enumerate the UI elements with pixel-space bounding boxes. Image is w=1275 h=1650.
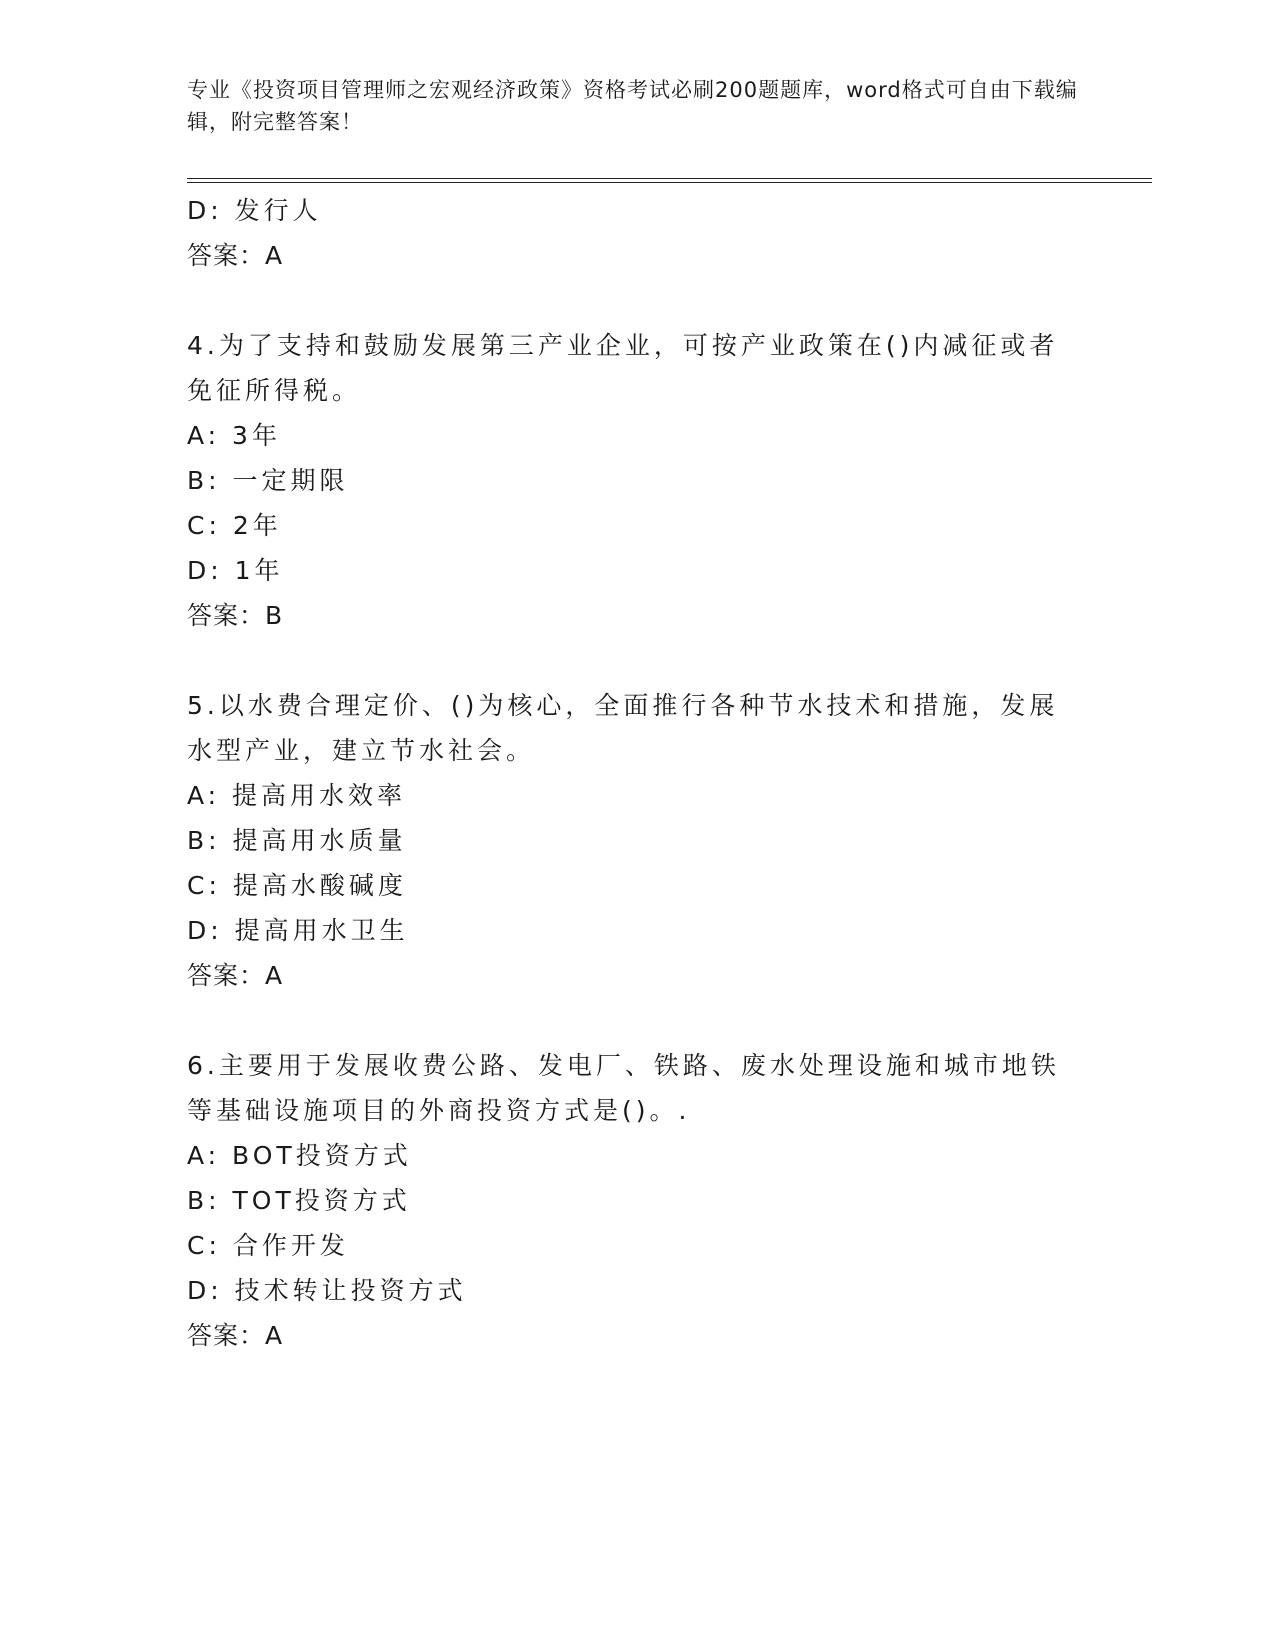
header-divider-top: [187, 178, 1152, 179]
option-b: B: 一定期限: [187, 466, 349, 495]
page-header: 专业《投资项目管理师之宏观经济政策》资格考试必刷200题题库，word格式可自由下载编辑，附完整答案！: [187, 78, 1078, 134]
option-b: B: 提高用水质量: [187, 826, 407, 855]
answer: 答案：A: [187, 241, 284, 270]
question-block: [187, 683, 1087, 999]
question-block: [187, 1043, 1087, 1359]
spacer: [187, 639, 1087, 683]
spacer: [187, 279, 1087, 323]
question-text: 4.为了支持和鼓励发展第三产业企业，可按产业政策在()内减征或者免征所得税。: [187, 331, 1059, 405]
question-block: [187, 323, 1087, 639]
header-divider-bottom: [187, 182, 1152, 183]
option-c: C: 合作开发: [187, 1231, 349, 1260]
option-d: D: 发行人: [187, 196, 322, 225]
option-d: D: 技术转让投资方式: [187, 1276, 467, 1305]
option-d: D: 提高用水卫生: [187, 916, 409, 945]
answer: 答案：A: [187, 1321, 284, 1350]
question-text: 6.主要用于发展收费公路、发电厂、铁路、废水处理设施和城市地铁等基础设施项目的外商投资方式是()。.: [187, 1051, 1060, 1125]
option-a: A: BOT投资方式: [187, 1141, 412, 1170]
answer: 答案：B: [187, 601, 284, 630]
question-text: 5.以水费合理定价、()为核心，全面推行各种节水技术和措施，发展水型产业，建立节水社会。: [187, 691, 1059, 765]
option-b: B: TOT投资方式: [187, 1186, 411, 1215]
question-list: [187, 188, 1087, 1359]
option-a: A: 提高用水效率: [187, 781, 407, 810]
spacer: [187, 999, 1087, 1043]
option-c: C: 2年: [187, 511, 282, 540]
option-d: D: 1年: [187, 556, 284, 585]
option-a: A: 3年: [187, 421, 281, 450]
option-c: C: 提高水酸碱度: [187, 871, 407, 900]
answer: 答案：A: [187, 961, 284, 990]
